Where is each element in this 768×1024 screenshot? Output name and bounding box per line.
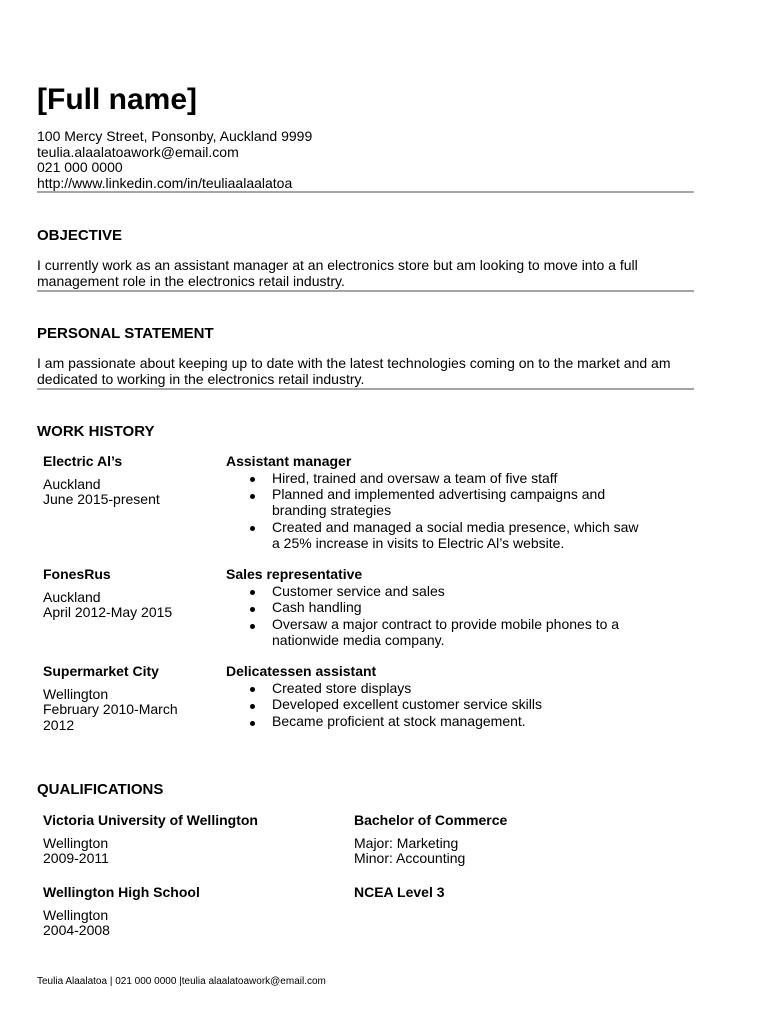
employer-location: Auckland <box>43 475 101 492</box>
duty-item <box>226 681 644 697</box>
institution-location: Wellington <box>43 834 109 851</box>
duty-item <box>226 714 644 730</box>
duty-text: Became proficient at stock management. <box>272 713 526 730</box>
duty-text: Created store displays <box>272 679 412 696</box>
duty-text: Planned and implemented advertising campaigns and branding strategies <box>272 486 606 519</box>
employer-location: Wellington <box>43 685 109 702</box>
duties-list <box>226 471 644 552</box>
objective-divider <box>37 290 694 292</box>
duties-list <box>226 584 644 649</box>
bullet-icon <box>250 477 255 482</box>
institution-name: Victoria University of Wellington <box>43 812 258 828</box>
bullet-icon <box>250 590 255 595</box>
award-details <box>354 813 684 867</box>
duty-text: Customer service and sales <box>272 582 445 599</box>
header-divider <box>37 191 694 193</box>
duties-list <box>226 681 644 730</box>
contact-linkedin-url: http://www.linkedin.com/in/teuliaalaalatoa <box>37 175 293 192</box>
work-history-heading: WORK HISTORY <box>37 423 155 440</box>
bullet-icon <box>250 526 255 531</box>
work-history-entry <box>0 566 768 648</box>
award-name: Bachelor of Commerce <box>354 812 508 828</box>
qualifications-heading: QUALIFICATIONS <box>37 781 164 798</box>
bullet-icon <box>250 704 255 709</box>
award-minor: Minor: Accounting <box>354 850 466 867</box>
personal-statement-divider <box>37 388 694 390</box>
employment-dates: April 2012-May 2015 <box>43 604 173 621</box>
duty-item <box>226 617 644 648</box>
bullet-icon <box>250 494 255 499</box>
employer-details <box>43 664 193 734</box>
employment-dates: June 2015-present <box>43 491 160 508</box>
duty-item <box>226 487 644 518</box>
work-history-entry <box>0 663 768 734</box>
job-title: Sales representative <box>226 566 363 582</box>
employer-name: Supermarket City <box>43 663 159 679</box>
institution-location: Wellington <box>43 906 109 923</box>
duty-item <box>226 520 644 551</box>
award-details <box>354 885 684 908</box>
duty-text: Cash handling <box>272 599 362 616</box>
bullet-icon <box>250 721 255 726</box>
bullet-icon <box>250 607 255 612</box>
contact-email: teulia.alaalatoawork@email.com <box>37 143 239 160</box>
study-dates: 2004-2008 <box>43 922 110 939</box>
employer-details <box>43 454 193 508</box>
qualification-entry <box>0 813 768 873</box>
duty-item <box>226 584 644 600</box>
institution-name: Wellington High School <box>43 884 200 900</box>
bullet-icon <box>250 624 255 629</box>
work-history-entry <box>0 453 768 551</box>
employer-details <box>43 567 193 621</box>
study-dates: 2009-2011 <box>43 850 109 867</box>
personal-statement-text: I am passionate about keeping up to date with the latest technologies coming on to the market and am dedicated to working in the electronics retail industry. <box>37 355 671 387</box>
contact-address: 100 Mercy Street, Ponsonby, Auckland 9999 <box>37 128 313 144</box>
page-footer: Teulia Alaalatoa | 021 000 0000 |teulia alaalatoawork@email.com <box>37 976 326 987</box>
award-name: NCEA Level 3 <box>354 884 445 900</box>
duty-item <box>226 600 644 616</box>
job-title: Assistant manager <box>226 453 352 469</box>
contact-phone: 021 000 0000 <box>37 159 123 176</box>
employer-name: Electric Al’s <box>43 453 123 469</box>
objective-heading: OBJECTIVE <box>37 227 123 244</box>
employer-name: FonesRus <box>43 566 111 582</box>
personal-statement-heading: PERSONAL STATEMENT <box>37 325 214 342</box>
employment-dates: February 2010-March 2012 <box>43 701 178 734</box>
qualification-entry <box>0 885 768 945</box>
institution-details <box>43 885 333 939</box>
role-details <box>226 454 644 551</box>
duty-item <box>226 471 644 487</box>
objective-text: I currently work as an assistant manager at an electronics store but am looking to move into a full management role in the electronics retail industry. <box>37 257 638 289</box>
employer-location: Auckland <box>43 588 101 605</box>
full-name: [Full name] <box>37 83 198 116</box>
contact-details <box>37 129 312 192</box>
award-major: Major: Marketing <box>354 834 459 851</box>
duty-text: Created and managed a social media presence, which saw a 25% increase in visits to Electric Al’s website. <box>272 518 639 551</box>
duty-text: Oversaw a major contract to provide mobile phones to a nationwide media company. <box>272 616 620 648</box>
duty-item <box>226 697 644 713</box>
institution-details <box>43 813 333 867</box>
role-details <box>226 664 644 730</box>
job-title: Delicatessen assistant <box>226 663 377 679</box>
duty-text: Hired, trained and oversaw a team of five staff <box>272 469 558 486</box>
duty-text: Developed excellent customer service skills <box>272 696 542 713</box>
role-details <box>226 567 644 649</box>
bullet-icon <box>250 687 255 692</box>
